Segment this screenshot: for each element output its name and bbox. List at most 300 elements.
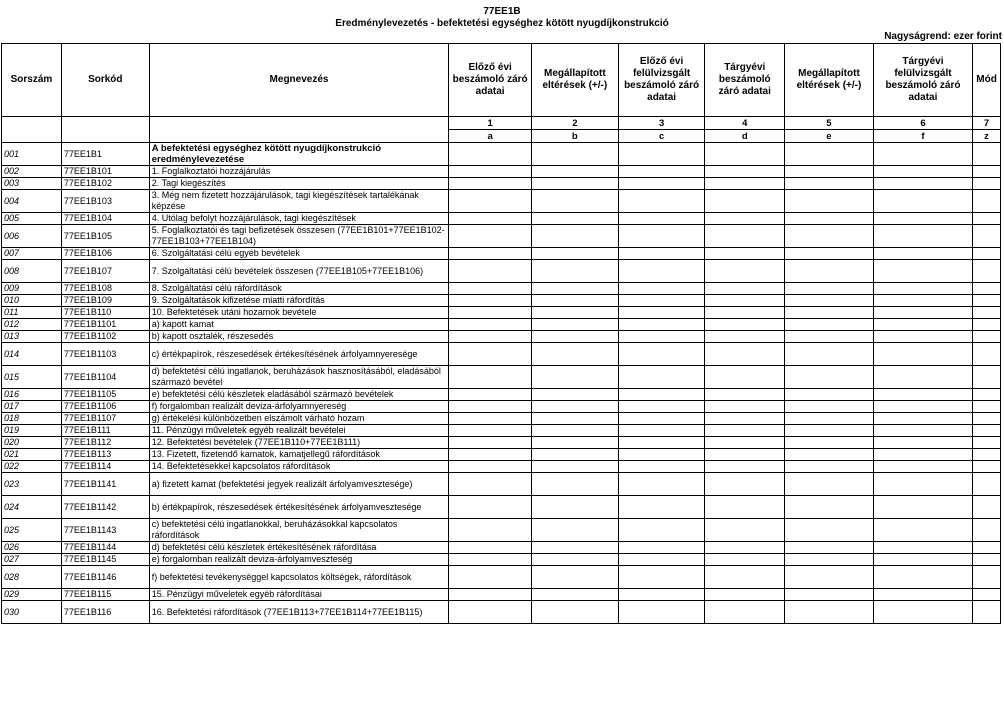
value-cell[interactable] [531, 437, 618, 449]
value-cell[interactable] [705, 413, 785, 425]
col-letter: c [618, 130, 705, 143]
mode-cell[interactable] [973, 401, 1001, 413]
value-cell[interactable] [873, 589, 972, 601]
mode-cell[interactable] [973, 225, 1001, 248]
value-cell[interactable] [618, 143, 705, 166]
col-number: 2 [531, 117, 618, 130]
value-cell[interactable] [873, 178, 972, 190]
table-row [2, 143, 1001, 166]
col-header-3: Előző évi felülvizsgált beszámoló záró adatai [618, 44, 705, 117]
value-cell[interactable] [531, 461, 618, 473]
value-cell[interactable] [705, 319, 785, 331]
value-cell[interactable] [785, 283, 874, 295]
value-cell[interactable] [449, 473, 532, 496]
row-name: b) kapott osztalék, részesedés [149, 331, 449, 343]
col-letter: f [873, 130, 972, 143]
value-cell[interactable] [618, 343, 705, 366]
mode-cell[interactable] [973, 437, 1001, 449]
value-cell[interactable] [531, 589, 618, 601]
row-number: 021 [2, 449, 62, 461]
value-cell[interactable] [618, 248, 705, 260]
value-cell[interactable] [449, 589, 532, 601]
value-cell[interactable] [785, 437, 874, 449]
value-cell[interactable] [449, 166, 532, 178]
value-cell[interactable] [618, 401, 705, 413]
value-cell[interactable] [705, 190, 785, 213]
row-name: g) értékelési különbözetben elszámolt várható hozam [149, 413, 449, 425]
value-cell[interactable] [785, 389, 874, 401]
row-name: 12. Befektetési bevételek (77EE1B110+77EE1B111) [149, 437, 449, 449]
value-cell[interactable] [531, 554, 618, 566]
row-code: 77EE1B1146 [61, 566, 149, 589]
value-cell[interactable] [705, 601, 785, 624]
value-cell[interactable] [449, 319, 532, 331]
value-cell[interactable] [618, 366, 705, 389]
table-row [2, 166, 1001, 178]
value-cell[interactable] [449, 519, 532, 542]
mode-cell[interactable] [973, 542, 1001, 554]
value-cell[interactable] [785, 213, 874, 225]
value-cell[interactable] [873, 213, 972, 225]
row-name: 13. Fizetett, fizetendő kamatok, kamatjellegű ráfordítások [149, 449, 449, 461]
row-number: 022 [2, 461, 62, 473]
form-title: Eredménylevezetés - befektetési egységhez kötött nyugdíjkonstrukció [335, 18, 669, 29]
value-cell[interactable] [531, 307, 618, 319]
row-code: 77EE1B111 [61, 425, 149, 437]
row-number: 023 [2, 473, 62, 496]
value-cell[interactable] [785, 519, 874, 542]
value-cell[interactable] [873, 413, 972, 425]
value-cell[interactable] [531, 295, 618, 307]
table-row [2, 437, 1001, 449]
row-code: 77EE1B1145 [61, 554, 149, 566]
mode-cell[interactable] [973, 178, 1001, 190]
value-cell[interactable] [785, 496, 874, 519]
value-cell[interactable] [785, 425, 874, 437]
value-cell[interactable] [785, 449, 874, 461]
value-cell[interactable] [531, 519, 618, 542]
col-header-7: Mód [973, 44, 1001, 117]
value-cell[interactable] [785, 343, 874, 366]
table-row [2, 413, 1001, 425]
value-cell[interactable] [618, 225, 705, 248]
mode-cell[interactable] [973, 473, 1001, 496]
report-table [1, 43, 1001, 624]
table-row [2, 496, 1001, 519]
row-name: 9. Szolgáltatások kifizetése miatti ráfordítás [149, 295, 449, 307]
value-cell[interactable] [873, 389, 972, 401]
col-header-1: Előző évi beszámoló záró adatai [449, 44, 532, 117]
value-cell[interactable] [618, 319, 705, 331]
value-cell[interactable] [618, 178, 705, 190]
row-name: 15. Pénzügyi műveletek egyéb ráfordításai [149, 589, 449, 601]
value-cell[interactable] [705, 496, 785, 519]
value-cell[interactable] [618, 554, 705, 566]
row-name: d) befektetési célú ingatlanok, beruházások hasznosításából, eladásából származó bevétel [149, 366, 449, 389]
value-cell[interactable] [785, 589, 874, 601]
value-cell[interactable] [449, 143, 532, 166]
row-name: f) forgalomban realizált deviza-árfolyamnyereség [149, 401, 449, 413]
row-name: b) értékpapírok, részesedések értékesítésének árfolyamvesztesége [149, 496, 449, 519]
value-cell[interactable] [873, 143, 972, 166]
mode-cell[interactable] [973, 519, 1001, 542]
table-row [2, 366, 1001, 389]
mode-cell[interactable] [973, 554, 1001, 566]
value-cell[interactable] [705, 401, 785, 413]
value-cell[interactable] [873, 248, 972, 260]
value-cell[interactable] [618, 295, 705, 307]
value-cell[interactable] [449, 366, 532, 389]
table-row [2, 473, 1001, 496]
value-cell[interactable] [873, 295, 972, 307]
col-number: 3 [618, 117, 705, 130]
value-cell[interactable] [705, 425, 785, 437]
value-cell[interactable] [531, 542, 618, 554]
value-cell[interactable] [785, 554, 874, 566]
col-number: 1 [449, 117, 532, 130]
value-cell[interactable] [531, 319, 618, 331]
value-cell[interactable] [873, 542, 972, 554]
value-cell[interactable] [531, 166, 618, 178]
value-cell[interactable] [618, 566, 705, 589]
value-cell[interactable] [618, 449, 705, 461]
row-number: 014 [2, 343, 62, 366]
value-cell[interactable] [705, 143, 785, 166]
value-cell[interactable] [873, 366, 972, 389]
value-cell[interactable] [531, 178, 618, 190]
mode-cell[interactable] [973, 449, 1001, 461]
value-cell[interactable] [531, 143, 618, 166]
value-cell[interactable] [531, 425, 618, 437]
row-code: 77EE1B106 [61, 248, 149, 260]
row-name: c) befektetési célú ingatlanokkal, beruházásokkal kapcsolatos ráfordítások [149, 519, 449, 542]
table-row [2, 389, 1001, 401]
value-cell[interactable] [785, 248, 874, 260]
table-row [2, 331, 1001, 343]
value-cell[interactable] [873, 331, 972, 343]
value-cell[interactable] [618, 413, 705, 425]
value-cell[interactable] [618, 437, 705, 449]
value-cell[interactable] [705, 248, 785, 260]
value-cell[interactable] [618, 283, 705, 295]
value-cell[interactable] [449, 425, 532, 437]
row-number: 011 [2, 307, 62, 319]
value-cell[interactable] [873, 260, 972, 283]
value-cell[interactable] [705, 461, 785, 473]
value-cell[interactable] [618, 166, 705, 178]
value-cell[interactable] [705, 260, 785, 283]
value-cell[interactable] [705, 178, 785, 190]
mode-cell[interactable] [973, 413, 1001, 425]
row-code: 77EE1B1105 [61, 389, 149, 401]
mode-cell[interactable] [973, 425, 1001, 437]
value-cell[interactable] [705, 542, 785, 554]
value-cell[interactable] [785, 190, 874, 213]
value-cell[interactable] [785, 295, 874, 307]
value-cell[interactable] [531, 283, 618, 295]
row-code: 77EE1B1104 [61, 366, 149, 389]
value-cell[interactable] [705, 343, 785, 366]
row-code: 77EE1B107 [61, 260, 149, 283]
row-code: 77EE1B114 [61, 461, 149, 473]
value-cell[interactable] [785, 542, 874, 554]
value-cell[interactable] [785, 401, 874, 413]
value-cell[interactable] [785, 601, 874, 624]
col-header-megnevezes: Megnevezés [149, 44, 449, 117]
mode-cell[interactable] [973, 496, 1001, 519]
table-row [2, 225, 1001, 248]
value-cell[interactable] [449, 248, 532, 260]
value-cell[interactable] [618, 461, 705, 473]
col-number: 5 [785, 117, 874, 130]
value-cell[interactable] [705, 283, 785, 295]
value-cell[interactable] [873, 319, 972, 331]
value-cell[interactable] [618, 307, 705, 319]
row-number: 016 [2, 389, 62, 401]
value-cell[interactable] [785, 413, 874, 425]
value-cell[interactable] [449, 295, 532, 307]
mode-cell[interactable] [973, 319, 1001, 331]
value-cell[interactable] [618, 589, 705, 601]
value-cell[interactable] [449, 566, 532, 589]
value-cell[interactable] [785, 178, 874, 190]
mode-cell[interactable] [973, 589, 1001, 601]
value-cell[interactable] [531, 473, 618, 496]
value-cell[interactable] [873, 473, 972, 496]
value-cell[interactable] [785, 307, 874, 319]
value-cell[interactable] [705, 166, 785, 178]
col-number-blank [2, 117, 62, 143]
row-code: 77EE1B113 [61, 449, 149, 461]
value-cell[interactable] [873, 401, 972, 413]
value-cell[interactable] [873, 283, 972, 295]
row-number: 028 [2, 566, 62, 589]
row-number: 001 [2, 143, 62, 166]
unit-label: Nagyságrend: ezer forint [884, 31, 1002, 42]
value-cell[interactable] [873, 166, 972, 178]
mode-cell[interactable] [973, 343, 1001, 366]
col-letter: e [785, 130, 874, 143]
col-header-4: Tárgyévi beszámoló záró adatai [705, 44, 785, 117]
value-cell[interactable] [618, 389, 705, 401]
value-cell[interactable] [449, 343, 532, 366]
col-letter: a [449, 130, 532, 143]
value-cell[interactable] [705, 213, 785, 225]
value-cell[interactable] [531, 190, 618, 213]
value-cell[interactable] [531, 343, 618, 366]
col-number: 7 [973, 117, 1001, 130]
table-row [2, 178, 1001, 190]
value-cell[interactable] [449, 542, 532, 554]
row-number: 006 [2, 225, 62, 248]
mode-cell[interactable] [973, 295, 1001, 307]
value-cell[interactable] [449, 496, 532, 519]
mode-cell[interactable] [973, 166, 1001, 178]
value-cell[interactable] [449, 401, 532, 413]
value-cell[interactable] [785, 566, 874, 589]
value-cell[interactable] [618, 425, 705, 437]
row-code: 77EE1B1102 [61, 331, 149, 343]
row-code: 77EE1B1143 [61, 519, 149, 542]
value-cell[interactable] [618, 496, 705, 519]
mode-cell[interactable] [973, 260, 1001, 283]
row-code: 77EE1B115 [61, 589, 149, 601]
mode-cell[interactable] [973, 366, 1001, 389]
row-code: 77EE1B1142 [61, 496, 149, 519]
mode-cell[interactable] [973, 143, 1001, 166]
value-cell[interactable] [449, 260, 532, 283]
value-cell[interactable] [531, 331, 618, 343]
table-row [2, 519, 1001, 542]
value-cell[interactable] [873, 461, 972, 473]
value-cell[interactable] [785, 143, 874, 166]
table-row [2, 260, 1001, 283]
value-cell[interactable] [449, 225, 532, 248]
value-cell[interactable] [705, 331, 785, 343]
mode-cell[interactable] [973, 248, 1001, 260]
row-number: 003 [2, 178, 62, 190]
value-cell[interactable] [449, 449, 532, 461]
row-name: e) befektetési célú készletek eladásából származó bevételek [149, 389, 449, 401]
value-cell[interactable] [785, 225, 874, 248]
value-cell[interactable] [449, 461, 532, 473]
mode-cell[interactable] [973, 461, 1001, 473]
value-cell[interactable] [618, 331, 705, 343]
row-number: 009 [2, 283, 62, 295]
value-cell[interactable] [705, 519, 785, 542]
row-number: 004 [2, 190, 62, 213]
value-cell[interactable] [449, 213, 532, 225]
value-cell[interactable] [785, 260, 874, 283]
row-number: 029 [2, 589, 62, 601]
value-cell[interactable] [449, 389, 532, 401]
value-cell[interactable] [531, 449, 618, 461]
value-cell[interactable] [449, 331, 532, 343]
row-number: 030 [2, 601, 62, 624]
row-name: e) forgalomban realizált deviza-árfolyamveszteség [149, 554, 449, 566]
value-cell[interactable] [449, 283, 532, 295]
value-cell[interactable] [785, 166, 874, 178]
value-cell[interactable] [531, 389, 618, 401]
value-cell[interactable] [531, 260, 618, 283]
table-row [2, 190, 1001, 213]
value-cell[interactable] [618, 542, 705, 554]
value-cell[interactable] [449, 307, 532, 319]
value-cell[interactable] [531, 413, 618, 425]
value-cell[interactable] [531, 248, 618, 260]
value-cell[interactable] [785, 461, 874, 473]
row-number: 025 [2, 519, 62, 542]
value-cell[interactable] [705, 366, 785, 389]
value-cell[interactable] [531, 366, 618, 389]
value-cell[interactable] [873, 449, 972, 461]
value-cell[interactable] [705, 389, 785, 401]
row-name: 5. Foglalkoztatói és tagi befizetések összesen (77EE1B101+77EE1B102-77EE1B103+77EE1B104) [149, 225, 449, 248]
row-name: f) befektetési tevékenységgel kapcsolatos költségek, ráfordítások [149, 566, 449, 589]
value-cell[interactable] [531, 401, 618, 413]
row-number: 013 [2, 331, 62, 343]
value-cell[interactable] [531, 225, 618, 248]
col-letter: z [973, 130, 1001, 143]
value-cell[interactable] [785, 366, 874, 389]
value-cell[interactable] [705, 437, 785, 449]
table-row [2, 283, 1001, 295]
value-cell[interactable] [449, 413, 532, 425]
value-cell[interactable] [618, 213, 705, 225]
value-cell[interactable] [873, 496, 972, 519]
col-number: 4 [705, 117, 785, 130]
value-cell[interactable] [873, 519, 972, 542]
row-number: 005 [2, 213, 62, 225]
value-cell[interactable] [873, 343, 972, 366]
value-cell[interactable] [785, 319, 874, 331]
value-cell[interactable] [873, 566, 972, 589]
row-code: 77EE1B116 [61, 601, 149, 624]
value-cell[interactable] [705, 225, 785, 248]
mode-cell[interactable] [973, 213, 1001, 225]
value-cell[interactable] [618, 473, 705, 496]
value-cell[interactable] [873, 190, 972, 213]
value-cell[interactable] [618, 190, 705, 213]
value-cell[interactable] [531, 566, 618, 589]
value-cell[interactable] [618, 260, 705, 283]
row-name: 3. Még nem fizetett hozzájárulások, tagi kiegészítések tartalékának képzése [149, 190, 449, 213]
value-cell[interactable] [618, 519, 705, 542]
value-cell[interactable] [873, 437, 972, 449]
row-code: 77EE1B1101 [61, 319, 149, 331]
mode-cell[interactable] [973, 601, 1001, 624]
value-cell[interactable] [531, 496, 618, 519]
row-code: 77EE1B110 [61, 307, 149, 319]
row-code: 77EE1B112 [61, 437, 149, 449]
value-cell[interactable] [873, 601, 972, 624]
col-number-blank [61, 117, 149, 143]
value-cell[interactable] [873, 225, 972, 248]
value-cell[interactable] [785, 473, 874, 496]
value-cell[interactable] [449, 601, 532, 624]
row-name: 1. Foglalkoztatói hozzájárulás [149, 166, 449, 178]
table-row [2, 401, 1001, 413]
value-cell[interactable] [873, 307, 972, 319]
value-cell[interactable] [449, 437, 532, 449]
value-cell[interactable] [705, 554, 785, 566]
value-cell[interactable] [705, 449, 785, 461]
col-header-6: Tárgyévi felülvizsgált beszámoló záró adatai [873, 44, 972, 117]
col-number-blank [149, 117, 449, 143]
mode-cell[interactable] [973, 190, 1001, 213]
value-cell[interactable] [618, 601, 705, 624]
row-name: A befektetési egységhez kötött nyugdíjkonstrukció eredménylevezetése [149, 143, 449, 166]
value-cell[interactable] [449, 554, 532, 566]
value-cell[interactable] [873, 554, 972, 566]
value-cell[interactable] [449, 178, 532, 190]
value-cell[interactable] [705, 589, 785, 601]
value-cell[interactable] [705, 295, 785, 307]
mode-cell[interactable] [973, 389, 1001, 401]
value-cell[interactable] [785, 331, 874, 343]
mode-cell[interactable] [973, 566, 1001, 589]
value-cell[interactable] [705, 473, 785, 496]
mode-cell[interactable] [973, 331, 1001, 343]
value-cell[interactable] [873, 425, 972, 437]
mode-cell[interactable] [973, 307, 1001, 319]
value-cell[interactable] [705, 307, 785, 319]
value-cell[interactable] [531, 213, 618, 225]
value-cell[interactable] [531, 601, 618, 624]
value-cell[interactable] [705, 566, 785, 589]
mode-cell[interactable] [973, 283, 1001, 295]
value-cell[interactable] [449, 190, 532, 213]
